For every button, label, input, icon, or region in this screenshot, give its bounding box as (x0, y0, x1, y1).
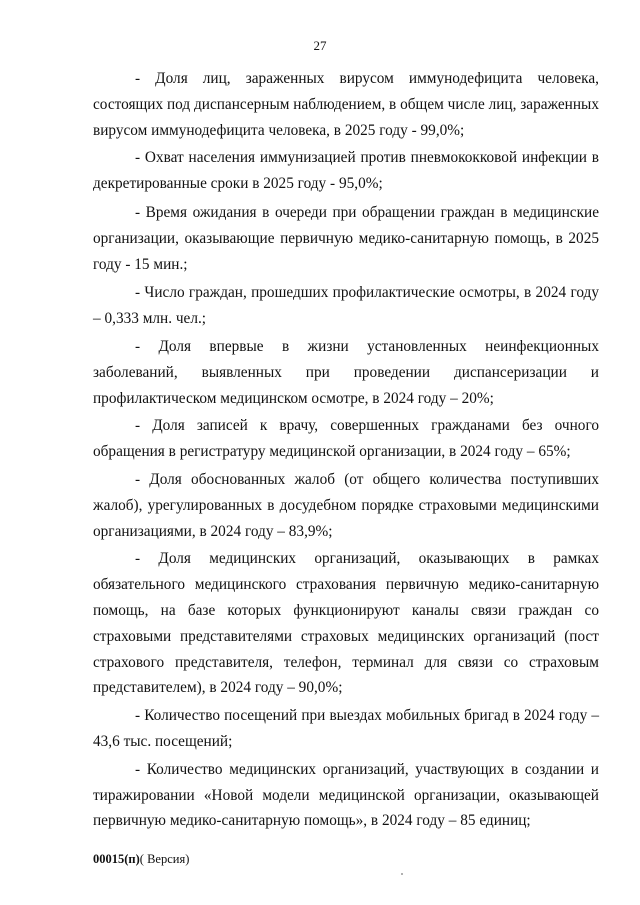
document-footer (93, 852, 189, 867)
page-number: 27 (313, 38, 327, 53)
paragraph-queue-waiting-time: - Время ожидания в очереди при обращении граждан в медицинские организации, оказывающие первичную медико-санитарную помощь, в 2025 году - 15 мин.; (93, 203, 599, 273)
paragraph-mobile-brigades-visits: - Количество посещений при выездах мобильных бригад в 2024 году – 43,6 тыс. посещений; (93, 707, 599, 750)
document-code: 00015(п) (93, 852, 140, 866)
scan-speck (401, 873, 403, 875)
paragraph-complaints-share: - Доля обоснованных жалоб (от общего количества поступивших жалоб), урегулированных в досудебном порядке страховыми медицинскими организациями, в 2024 году – 83,9%; (93, 470, 599, 540)
paragraph-first-time-diseases-share: - Доля впервые в жизни установленных неинфекционных заболеваний, выявленных при проведении диспансеризации и профилактическом медицинском осмотре, в 2024 году – 20%; (93, 337, 599, 407)
paragraph-new-model-organizations: - Количество медицинских организаций, участвующих в создании и тиражировании «Новой модели медицинской организации, оказывающей первичную медико-санитарную помощь», в 2024 году – 85 единиц; (93, 760, 599, 830)
document-body (93, 66, 599, 836)
document-version: ( Версия) (139, 852, 190, 866)
paragraph-insurance-channels-share: - Доля медицинских организаций, оказывающих в рамках обязательного медицинского страхования первичную медико-санитарную помощь, на базе которых функционируют каналы связи граждан со страховыми представителями страховых медицинских организаций (пост страхового представителя, телефон, терминал для связи со страховым представителем), в 2024 году – 90,0%; (93, 550, 599, 697)
paragraph-preventive-exams-count: - Число граждан, прошедших профилактические осмотры, в 2024 году – 0,333 млн. чел.; (93, 284, 599, 328)
paragraph-pneumococcal-immunization: - Охват населения иммунизацией против пневмококковой инфекции в декретированные сроки в 2025 году - 95,0%; (93, 149, 599, 193)
paragraph-online-appointments-share: - Доля записей к врачу, совершенных гражданами без очного обращения в регистратуру медицинской организации, в 2024 году – 65%; (93, 417, 599, 461)
paragraph-hiv-dispensary-share: - Доля лиц, зараженных вирусом иммунодефицита человека, состоящих под диспансерным наблюдением, в общем числе лиц, зараженных вирусом иммунодефицита человека, в 2025 году - 99,0%; (93, 70, 599, 139)
